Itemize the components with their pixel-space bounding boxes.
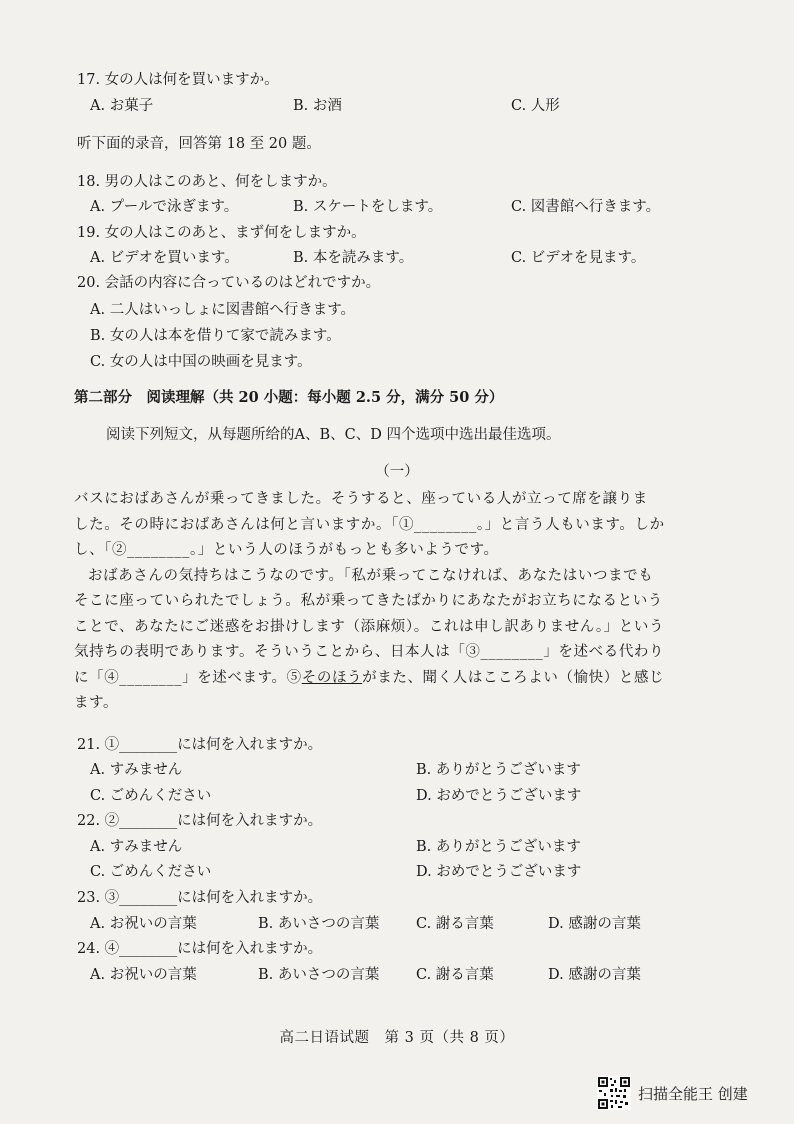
question-17-option-b: B. お酒	[293, 98, 342, 114]
question-17-option-a: A. お菓子	[90, 98, 154, 114]
passage-line	[74, 666, 714, 692]
question-24-stem: 24. ④________には何を入れますか。	[77, 941, 323, 957]
question-21-option-b: B. ありがとうございます	[416, 762, 581, 778]
question-23-option-c: C. 謝る言葉	[416, 916, 494, 932]
passage-line: ます。	[74, 695, 119, 711]
question-19-option-a: A. ビデオを買います。	[90, 250, 239, 266]
passage-line: した。その時におばあさんは何と言いますか。「①________。」と言う人もいます。しか	[74, 516, 665, 533]
question-24-option-a: A. お祝いの言葉	[90, 967, 197, 983]
question-18-option-c: C. 図書館へ行きます。	[511, 199, 661, 215]
passage-line: バスにおばあさんが乗ってきました。そうすると、座っている人が立って席を譲りま	[74, 491, 648, 507]
passage-line: おばあさんの気持ちはこうなのです。「私が乗ってこなければ、あなたはいつまでも	[88, 567, 654, 584]
question-23-option-a: A. お祝いの言葉	[90, 916, 197, 932]
question-18-option-b: B. スケートをします。	[293, 199, 443, 215]
passage-line-part: に「④________」を述べます。⑤	[74, 669, 302, 686]
question-17-stem: 17. 女の人は何を買いますか。	[77, 72, 279, 88]
passage-line-part: がまた、聞く人はこころよい（愉快）と感じ	[362, 669, 665, 686]
reading-passage	[74, 487, 714, 717]
question-24-option-c: C. 謝る言葉	[416, 967, 494, 983]
question-21-option-d: D. おめでとうございます	[416, 788, 582, 804]
question-20-option-a: A. 二人はいっしょに図書館へ行きます。	[90, 302, 356, 318]
passage-line: ことで、あなたにご迷惑をお掛けします（添麻烦）。これは申し訳ありません。」という	[74, 618, 665, 635]
passage-line: 気持ちの表明であります。そういうことから、日本人は「③________」を述べる代わり	[74, 644, 665, 660]
question-23-option-d: D. 感謝の言葉	[548, 916, 641, 932]
qr-code-icon	[597, 1076, 631, 1110]
question-21-option-a: A. すみません	[90, 762, 183, 778]
listening-instruction: 听下面的录音，回答第 18 至 20 题。	[77, 136, 321, 152]
scanner-watermark-text: 扫描全能王 创建	[638, 1085, 748, 1103]
question-20-stem: 20. 会話の内容に合っているのはどれですか。	[77, 275, 381, 291]
question-21-stem: 21. ①________には何を入れますか。	[77, 737, 323, 753]
question-22-option-b: B. ありがとうございます	[416, 839, 581, 855]
question-22-stem: 22. ②________には何を入れますか。	[77, 813, 323, 829]
question-22-option-d: D. おめでとうございます	[416, 864, 582, 880]
question-24-option-b: B. あいさつの言葉	[258, 967, 380, 983]
question-20-option-c: C. 女の人は中国の映画を見ます。	[90, 354, 312, 370]
question-18-option-a: A. プールで泳ぎます。	[90, 199, 239, 215]
question-19-option-b: B. 本を読みます。	[293, 250, 414, 266]
question-17-option-c: C. 人形	[511, 98, 560, 114]
passage-line: そこに座っていられたでしょう。私が乗ってきたばかりにあなたがお立ちになるという	[74, 593, 663, 609]
question-19-option-c: C. ビデオを見ます。	[511, 250, 646, 266]
question-19-stem: 19. 女の人はこのあと、まず何をしますか。	[77, 225, 366, 241]
question-20-option-b: B. 女の人は本を借りて家で読みます。	[90, 328, 341, 344]
part-2-title: 第二部分 阅读理解（共 20 小题：每小题 2.5 分，满分 50 分）	[74, 389, 504, 406]
question-22-option-a: A. すみません	[90, 839, 183, 855]
question-24-option-d: D. 感謝の言葉	[548, 967, 641, 983]
question-23-stem: 23. ③________には何を入れますか。	[77, 890, 323, 906]
question-18-stem: 18. 男の人はこのあと、何をしますか。	[77, 174, 337, 190]
part-2-instruction: 阅读下列短文，从每题所给的A、B、C、D 四个选项中选出最佳选项。	[106, 427, 561, 443]
question-21-option-c: C. ごめんください	[90, 788, 212, 804]
question-23-option-b: B. あいさつの言葉	[258, 916, 380, 932]
passage-line: し、「②________。」という人のほうがもっとも多いようです。	[74, 542, 499, 558]
underlined-phrase: そのほう	[301, 669, 363, 686]
passage-number: （一）	[375, 464, 419, 480]
question-22-option-c: C. ごめんください	[90, 864, 212, 880]
page-footer: 高二日语试题 第 3 页（共 8 页）	[279, 1030, 515, 1046]
